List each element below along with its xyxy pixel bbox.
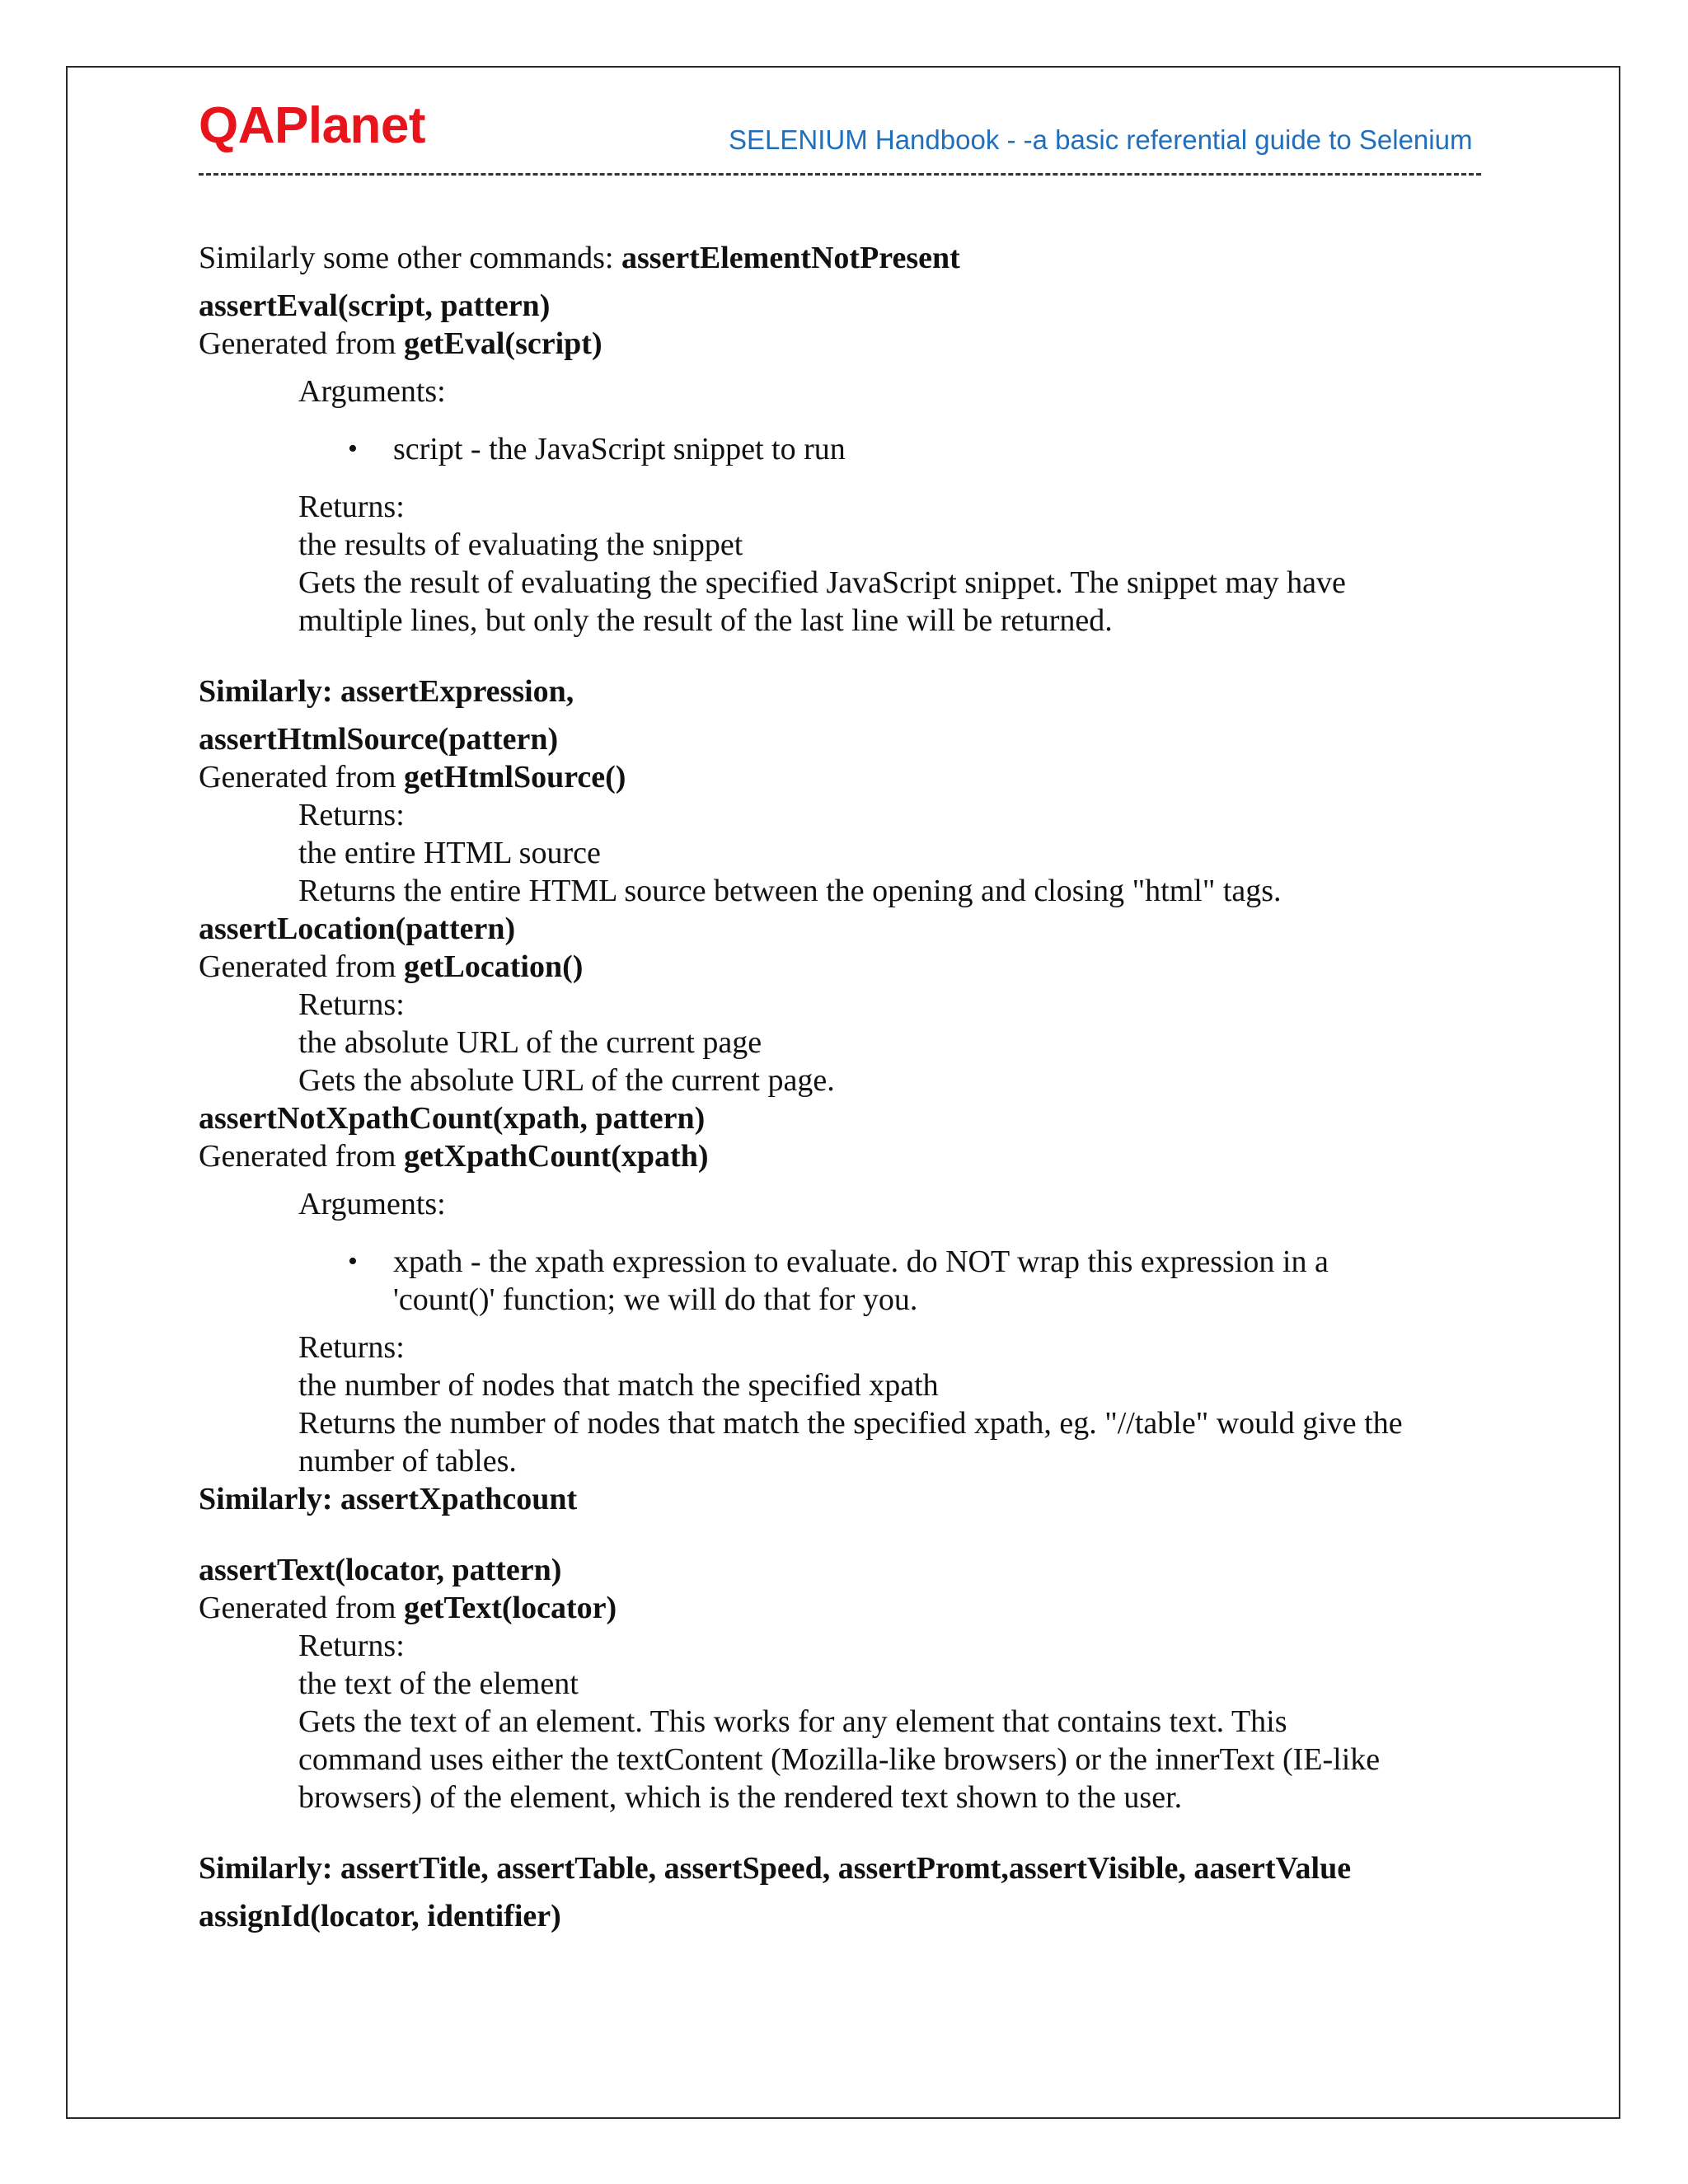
generated-source: getEval(script) <box>404 326 603 361</box>
assert-xpath-arg-item-cont: 'count()' function; we will do that for you. <box>393 1282 918 1317</box>
generated-source: getLocation() <box>404 949 584 984</box>
assert-text-desc-3: browsers) of the element, which is the rendered text shown to the user. <box>298 1780 1183 1815</box>
document-body <box>199 239 1484 1935</box>
assert-location-desc: Gets the absolute URL of the current page. <box>298 1063 835 1098</box>
assert-html-returns-label: Returns: <box>298 798 405 832</box>
assert-text-returns-label: Returns: <box>298 1629 405 1663</box>
similarly-xpathcount: Similarly: assertXpathcount <box>199 1482 578 1516</box>
bullet-icon: • <box>348 1246 358 1277</box>
assert-html-title: assertHtmlSource(pattern) <box>199 722 559 757</box>
assert-text-returns: the text of the element <box>298 1666 579 1701</box>
generated-prefix: Generated from <box>199 760 404 794</box>
assign-id-title: assignId(locator, identifier) <box>199 1899 561 1933</box>
assert-xpath-args-label: Arguments: <box>298 1187 446 1221</box>
assert-eval-title: assertEval(script, pattern) <box>199 288 551 323</box>
assert-xpath-title: assertNotXpathCount(xpath, pattern) <box>199 1101 706 1136</box>
assert-location-returns: the absolute URL of the current page <box>298 1025 762 1060</box>
assert-xpath-desc-1: Returns the number of nodes that match the specified xpath, eg. "//table" would give the <box>298 1406 1403 1441</box>
assert-text-desc-1: Gets the text of an element. This works for any element that contains text. This <box>298 1704 1287 1739</box>
generated-source: getHtmlSource() <box>404 760 626 794</box>
intro-line <box>199 239 1484 277</box>
assert-location-title: assertLocation(pattern) <box>199 912 516 946</box>
assert-xpath-returns-label: Returns: <box>298 1330 405 1365</box>
assert-text-desc-2: command uses either the textContent (Mozilla-like browsers) or the innerText (IE-like <box>298 1742 1381 1777</box>
generated-prefix: Generated from <box>199 949 404 984</box>
arg-text-1: xpath - the xpath expression to evaluate. do NOT wrap this expression in a <box>393 1244 1329 1279</box>
generated-prefix: Generated from <box>199 1139 404 1174</box>
header-divider <box>199 173 1481 176</box>
assert-html-desc: Returns the entire HTML source between the opening and closing "html" tags. <box>298 874 1282 908</box>
arg-text: script - the JavaScript snippet to run <box>393 432 846 466</box>
assert-xpath-returns: the number of nodes that match the specified xpath <box>298 1368 939 1403</box>
assert-text-generated <box>199 1589 1484 1627</box>
assert-eval-generated <box>199 325 1484 363</box>
generated-prefix: Generated from <box>199 326 404 361</box>
assert-html-generated <box>199 758 1484 796</box>
generated-source: getText(locator) <box>404 1591 617 1625</box>
assert-eval-returns-label: Returns: <box>298 490 405 524</box>
brand-logo-text: QAPlanet <box>199 97 426 154</box>
assert-eval-returns: the results of evaluating the snippet <box>298 527 743 562</box>
intro-command: assertElementNotPresent <box>621 241 960 275</box>
assert-eval-args-label: Arguments: <box>298 374 446 409</box>
assert-xpath-generated <box>199 1137 1484 1175</box>
assert-xpath-arg-item <box>199 1243 1484 1281</box>
assert-xpath-desc-2: number of tables. <box>298 1444 517 1479</box>
assert-eval-desc-1: Gets the result of evaluating the specified JavaScript snippet. The snippet may have <box>298 565 1346 600</box>
intro-prefix: Similarly some other commands: <box>199 241 621 275</box>
assert-eval-arg-item <box>199 430 1484 468</box>
assert-location-returns-label: Returns: <box>298 987 405 1022</box>
assert-location-generated <box>199 948 1484 986</box>
similarly-expression: Similarly: assertExpression, <box>199 674 574 709</box>
header-subtitle: SELENIUM Handbook - -a basic referential guide to Selenium <box>729 124 1473 155</box>
bullet-icon: • <box>348 434 358 464</box>
assert-html-returns: the entire HTML source <box>298 836 601 870</box>
generated-source: getXpathCount(xpath) <box>404 1139 709 1174</box>
similarly-title-table: Similarly: assertTitle, assertTable, assertSpeed, assertPromt,assertVisible, aasertValue <box>199 1851 1352 1886</box>
assert-text-title: assertText(locator, pattern) <box>199 1553 562 1587</box>
generated-prefix: Generated from <box>199 1591 404 1625</box>
assert-eval-desc-2: multiple lines, but only the result of the last line will be returned. <box>298 603 1113 638</box>
